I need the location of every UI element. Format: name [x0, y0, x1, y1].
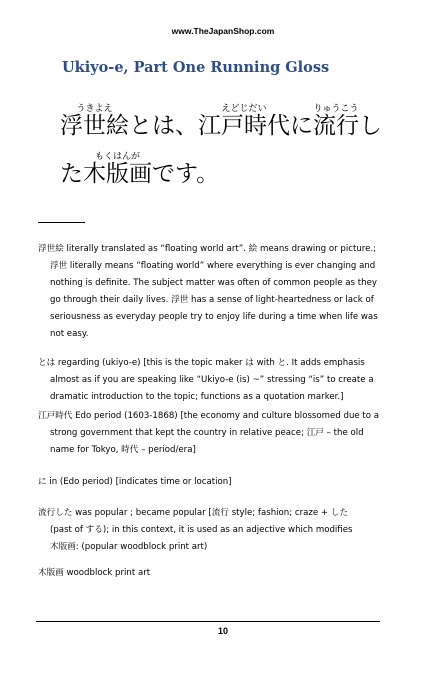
gloss-line: nothing is definite. The subject matter was often of common people as they	[50, 278, 377, 288]
gloss-entry-edo-jidai	[38, 408, 386, 459]
gloss-line: に in (Edo period) [indicates time or location]	[38, 477, 232, 487]
gloss-line: name for Tokyo, 時代 – period/era]	[50, 445, 196, 455]
gloss-line: 流行した was popular ; became popular [流行 style; fashion; craze + した	[38, 508, 349, 518]
footer-divider	[36, 621, 380, 622]
gloss-line: strong government that kept the country in relative peace; 江戸 – the old	[50, 428, 364, 438]
gloss-entry-ukiyoe	[38, 241, 386, 343]
page-title: Ukiyo-e, Part One Running Gloss	[62, 59, 330, 76]
furigana-reading: もくはんが	[83, 152, 152, 162]
gloss-entry-ryuukou-shita	[38, 505, 386, 556]
sentence-word: です。	[152, 161, 220, 187]
gloss-entry-ni	[38, 474, 386, 491]
sentence-word: とは、	[129, 113, 198, 139]
furigana-reading: りゅうこう	[313, 104, 359, 114]
sentence-word: に	[290, 113, 313, 139]
gloss-line: 江戸時代 Edo period (1603-1868) [the economy and culture blossomed due to a	[38, 411, 380, 421]
gloss-line: seriousness as everyday people try to enjoy life during a time when life was	[50, 312, 378, 322]
gloss-line: 浮世絵 literally translated as “floating world art”. 絵 means drawing or picture.;	[38, 244, 377, 254]
gloss-line: 木版画 woodblock print art	[38, 568, 151, 578]
sentence-word: た	[60, 161, 83, 187]
ruby-word	[313, 104, 359, 139]
gloss-entry-towa	[38, 355, 386, 406]
japanese-sentence-line-2	[60, 152, 219, 186]
gloss-line: とは regarding (ukiyo-e) [this is the topic maker は with と. It adds emphasis	[38, 358, 365, 368]
japanese-sentence-line-1	[60, 104, 382, 138]
gloss-line: 木版画: (popular woodblock print art)	[50, 542, 208, 552]
sentence-word: 木版画	[83, 161, 152, 187]
sentence-word: 浮世絵	[60, 113, 129, 139]
gloss-line: dramatic introduction to the topic; functions as a quotation marker.]	[50, 392, 344, 402]
site-url: www.TheJapanShop.com	[171, 26, 275, 36]
section-divider	[38, 222, 85, 223]
ruby-word	[198, 104, 290, 139]
ruby-word	[83, 152, 152, 187]
gloss-line: go through their daily lives. 浮世 has a sense of light-heartedness or lack of	[50, 295, 374, 305]
page-number: 10	[217, 626, 228, 636]
furigana-reading: うきよえ	[60, 104, 129, 114]
ruby-word	[60, 104, 129, 139]
sentence-word: し	[359, 113, 382, 139]
gloss-entry-mokuhanga	[38, 565, 386, 582]
gloss-line: (past of する); in this context, it is used as an adjective which modifies	[50, 525, 353, 535]
sentence-word: 流行	[313, 113, 359, 139]
furigana-reading: えどじだい	[198, 104, 290, 114]
gloss-line: 浮世 literally means “floating world” where everything is ever changing and	[50, 261, 376, 271]
gloss-line: almost as if you are speaking like “Ukiyo-e (is) ~” stressing “is” to create a	[50, 375, 374, 385]
gloss-line: not easy.	[50, 329, 89, 339]
sentence-word: 江戸時代	[198, 113, 290, 139]
